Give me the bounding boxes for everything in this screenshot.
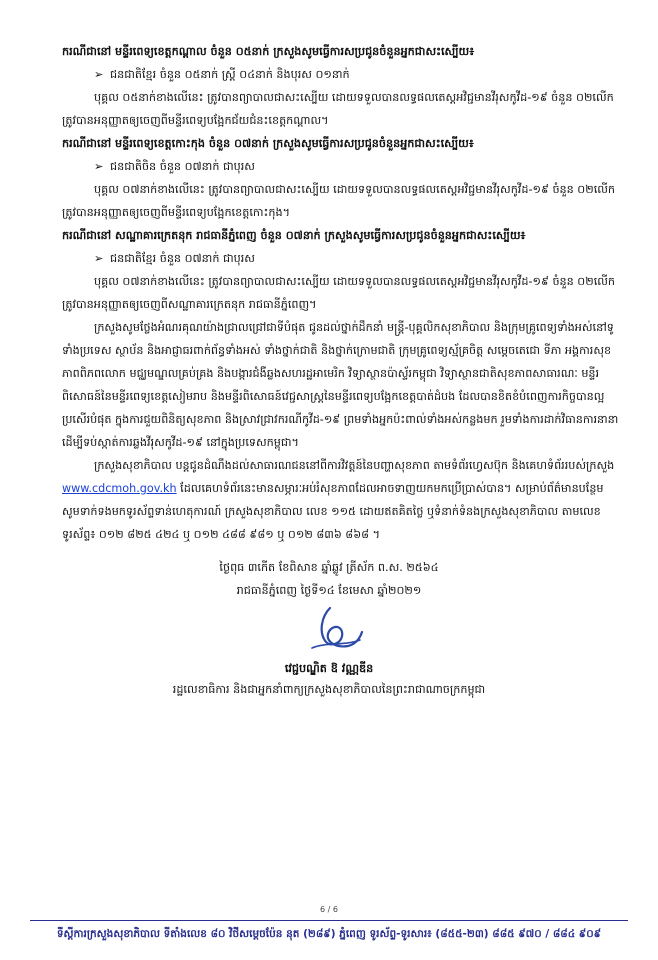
footer-address: ទីស្តីការក្រសួងសុខាភិបាល ទីតាំងលេខ ៨០ វិថីសម្តេចប៉ែន នុត (២៨៩) ភ្នំពេញ ទូរស័ព្ទ-ទូរសារ៖ (៨៥៥-២៣) ៨៨៥ ៩៧០ / ៨៨៤ ៩០៩ [56, 928, 602, 940]
page-number: 6 / 6 [320, 905, 338, 914]
section-heading-kandal: ករណីជានៅ មន្ទីរពេទ្យខេត្តកណ្តាល ចំនួន ០៥នាក់ ក្រសួងសូមធ្វើការសប្រជូនចំនួនអ្នកជាសះស្បើយ៖ [62, 45, 475, 58]
bullet-text: ជនជាតិចិន ចំនួន ០៧នាក់ ជាបុរស [110, 160, 255, 173]
paragraph-contact [62, 454, 622, 546]
footer-divider [30, 920, 628, 921]
document-body [62, 40, 622, 546]
contact-text-after: ដែលគេហទំព័រនេះមានសម្ភារៈអប់រំសុខភាពដែលអាចទាញយកមកប្រើប្រាស់បាន។ សម្រាប់ព័ត៌មានបន្ថែម សូមទាក់ទងមកទូរស័ព្ទទាន់ហេតុការណ៍ ក្រសួងសុខាភិបាល លេខ ១១៥ ដោយឥតគិតថ្លៃ ឬទំនាក់ទំនងក្រសួងសុខាភិបាល តាមលេខទូរស័ព្ទ៖ ០១២ ៨២៥ ៤២៤ ឬ ០១២ ៤៨៨ ៩៨១ ឬ ០១២ ៨៣៦ ៨៦៨ ។ [62, 482, 604, 541]
lunar-date: ថ្ងៃពុធ ៣កើត ខែពិសាខ ឆ្នាំឆ្លូវ ត្រីស័ក ព.ស. ២៥៦៤ [219, 561, 439, 574]
paragraph-hotel: បុគ្គល ០៧នាក់ខាងលើនេះ ត្រូវបានព្យាបាលជាសះស្បើយ ដោយទទួលបានលទ្ធផលតេស្តអវិជ្ជមានវីរុសកូវីដ-១៩ ចំនួន ០២លើក ត្រូវបានអនុញ្ញាតឲ្យចេញពីសណ្ឋាគារក្រេតនុក រាជធានីភ្នំពេញ។ [62, 275, 615, 311]
contact-text: ក្រសួងសុខាភិបាល បន្តជូនដំណឹងដល់សាធារណជននៅពីការវិវត្តន៍នៃបញ្ហាសុខភាព តាមទំព័រហ្វេសប៊ុក និងគេហទំព័ររបស់ក្រសួង [94, 459, 615, 472]
bullet-text: ជនជាតិខ្មែរ ចំនួន ០៧នាក់ ជាបុរស [110, 252, 255, 265]
bullet-kandal [62, 63, 622, 86]
arrow-bullet-icon: ➢ [94, 160, 104, 173]
paragraph-kandal: បុគ្គល ០៥នាក់ខាងលើនេះ ត្រូវបានព្យាបាលជាសះស្បើយ ដោយទទួលបានលទ្ធផលតេស្តអវិជ្ជមានវីរុសកូវីដ-១៩ ចំនួន ០២លើក ត្រូវបានអនុញ្ញាតឲ្យចេញពីមន្ទីរពេទ្យបង្អែកជ័យជំនះខេត្តកណ្តាល។ [62, 91, 614, 127]
section-heading-kohkong: ករណីជានៅ មន្ទីរពេទ្យខេត្តកោះកុង ចំនួន ០៧នាក់ ក្រសួងសូមធ្វើការសប្រជូនចំនួនអ្នកជាសះស្បើយ៖ [62, 137, 474, 150]
section-heading-hotel: ករណីជានៅ សណ្ឋាគារក្រេតនុក រាជធានីភ្នំពេញ ចំនួន ០៧នាក់ ក្រសួងសូមធ្វើការសប្រជូនចំនួនអ្នកជាសះស្បើយ៖ [62, 229, 526, 242]
signature-image [300, 602, 368, 656]
arrow-bullet-icon: ➢ [94, 252, 104, 265]
arrow-bullet-icon: ➢ [94, 68, 104, 81]
signer-title: រដ្ឋលេខាធិការ និងជាអ្នកនាំពាក្យក្រសួងសុខាភិបាលនៃព្រះរាជាណាចក្រកម្ពុជា [172, 683, 486, 696]
signer-name: វេជ្ជបណ្ឌិត ឱ វណ្ណឌីន [284, 662, 374, 675]
solar-date: រាជធានីភ្នំពេញ ថ្ងៃទី១៤ ខែមេសា ឆ្នាំ២០២១ [236, 584, 422, 597]
paragraph-kohkong: បុគ្គល ០៧នាក់ខាងលើនេះ ត្រូវបានព្យាបាលជាសះស្បើយ ដោយទទួលបានលទ្ធផលតេស្តអវិជ្ជមានវីរុសកូវីដ-១៩ ចំនួន ០២លើក ត្រូវបានអនុញ្ញាតឲ្យចេញពីមន្ទីរពេទ្យបង្អែកខេត្តកោះកុង។ [62, 183, 615, 219]
date-block [0, 556, 658, 602]
bullet-kohkong [62, 155, 622, 178]
paragraph-thanks: ក្រសួងសូមថ្លែងអំណរគុណយ៉ាងជ្រាលជ្រៅជាទីបំផុត ជូនដល់ថ្នាក់ដឹកនាំ មន្ត្រី-បុគ្គលិកសុខាភិបាល និងក្រុមគ្រូពេទ្យទាំងអស់នៅទូទាំងប្រទេស ស្ថាប័ន និងអាជ្ញាធរពាក់ព័ន្ធទាំងអស់ ទាំងថ្នាក់ជាតិ និងថ្នាក់ក្រោមជាតិ ក្រុមគ្រូពេទ្យស្ម័គ្រចិត្ត សម្តេចតេជោ ទីភា អង្គការសុខភាពពិភពលោក មជ្ឈមណ្ឌលគ្រប់គ្រង និងបង្ការជំងឺឆ្លងសហរដ្ឋអាមេរិក វិទ្យាស្ថានប៉ាស្ទ័រកម្ពុជា វិទ្យាស្ថានជាតិសុខភាពសាធារណៈ មន្ទីរពិសោធន៍នៃមន្ទីរពេទ្យខេត្តសៀមរាប និងមន្ទីរពិសោធន៍វេជ្ជសាស្ត្រនៃមន្ទីរពេទ្យបង្អែកខេត្តបាត់ដំបង ដែលបានខិតខំបំពេញការកិច្ចបានល្អប្រសើរបំផុត ក្នុងការជួយពិនិត្យសុខភាព និងស្រាវជ្រាវករណីកូវីដ-១៩ ព្រមទាំងអ្នកប៉ះពាល់ទាំងអស់កន្លងមក រួមទាំងការដាក់វិធានការនានា ដើម្បីទប់ស្កាត់ការឆ្លងវីរុសកូវីដ-១៩ នៅក្នុងប្រទេសកម្ពុជា។ [62, 321, 619, 449]
signer-block [0, 658, 658, 700]
bullet-text: ជនជាតិខ្មែរ ចំនួន ០៥នាក់ ស្ត្រី ០៤នាក់ និងបុរស ០១នាក់ [110, 68, 350, 81]
website-link[interactable]: www.cdcmoh.gov.kh [62, 482, 177, 495]
bullet-hotel [62, 247, 622, 270]
